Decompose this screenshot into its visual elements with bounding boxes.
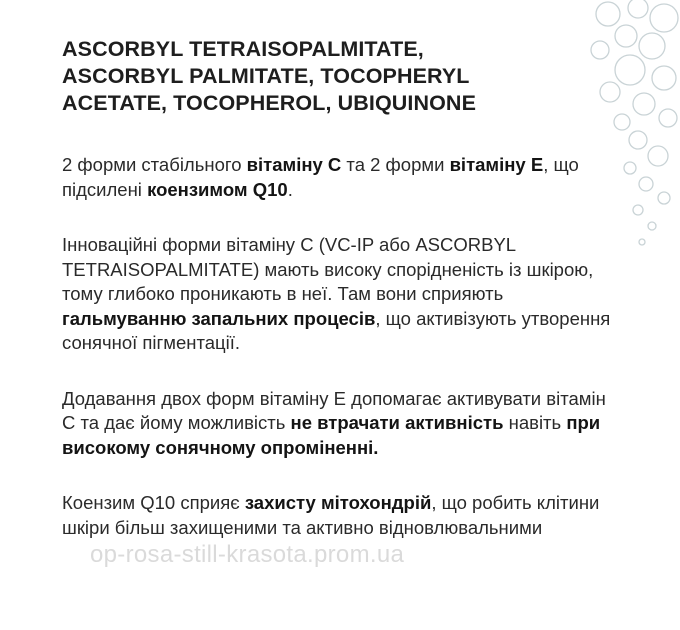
bold-run: гальмуванню запальних процесів: [62, 307, 376, 329]
text-run: навіть: [503, 412, 567, 433]
bold-run: вітаміну Е: [449, 154, 544, 175]
bubble: [624, 162, 636, 174]
bubble: [629, 131, 647, 149]
heading-line: ASCORBYL PALMITATE, TOCOPHERYL: [62, 64, 470, 88]
paragraph-vitamin-e: [62, 387, 622, 461]
text-run: .: [287, 178, 293, 200]
ingredients-heading: [62, 36, 622, 117]
paragraph-vitamin-c: [62, 233, 622, 356]
bubble: [650, 4, 678, 32]
paragraph-coenzyme: [62, 491, 622, 540]
bubble: [639, 239, 645, 245]
bold-run: при високому сонячному опроміненні.: [62, 412, 601, 458]
paragraph-vitamin-forms: [62, 153, 622, 202]
text-run: та 2 форми: [341, 154, 450, 175]
bubble: [652, 66, 676, 90]
text-run: , що робить клітини шкіри більш захищеними та активно відновлювальними: [62, 492, 600, 538]
text-run: , що підсилені: [62, 154, 579, 200]
bubble: [639, 33, 665, 59]
watermark: op-rosa-still-krasota.prom.ua: [90, 541, 405, 568]
text-run: Коензим Q10 сприяє: [62, 492, 245, 513]
bubble: [658, 192, 670, 204]
bubble: [596, 2, 620, 26]
bubble: [648, 222, 656, 230]
bold-run: вітаміну С: [246, 154, 342, 175]
bubble: [648, 146, 668, 166]
bubble: [659, 109, 677, 127]
article: [62, 36, 622, 571]
text-run: Інноваційні форми вітаміну С (VC-IP або ASCORBYL TETRAISOPALMITATE) мають високу спорідненість із шкірою, тому глибоко проникають в неї. Там вони сприяють: [62, 234, 594, 304]
heading-line: ASCORBYL TETRAISOPALMITATE,: [62, 37, 424, 61]
bold-run: захисту мітохондрій: [244, 492, 432, 513]
bubble: [633, 93, 655, 115]
text-run: , що активізують утворення сонячної пігментації.: [62, 307, 611, 353]
bubble: [639, 177, 653, 191]
text-run: 2 форми стабільного: [62, 154, 247, 175]
bubble: [633, 205, 643, 215]
heading-line: ACETATE, TOCOPHEROL, UBIQUINONE: [62, 91, 477, 115]
bubble: [628, 0, 648, 18]
bold-run: коензимом Q10: [147, 178, 288, 200]
bold-run: не втрачати активність: [290, 412, 504, 433]
text-run: Додавання двох форм вітаміну Е допомагає активувати вітамін С та дає йому можливість: [62, 387, 606, 433]
